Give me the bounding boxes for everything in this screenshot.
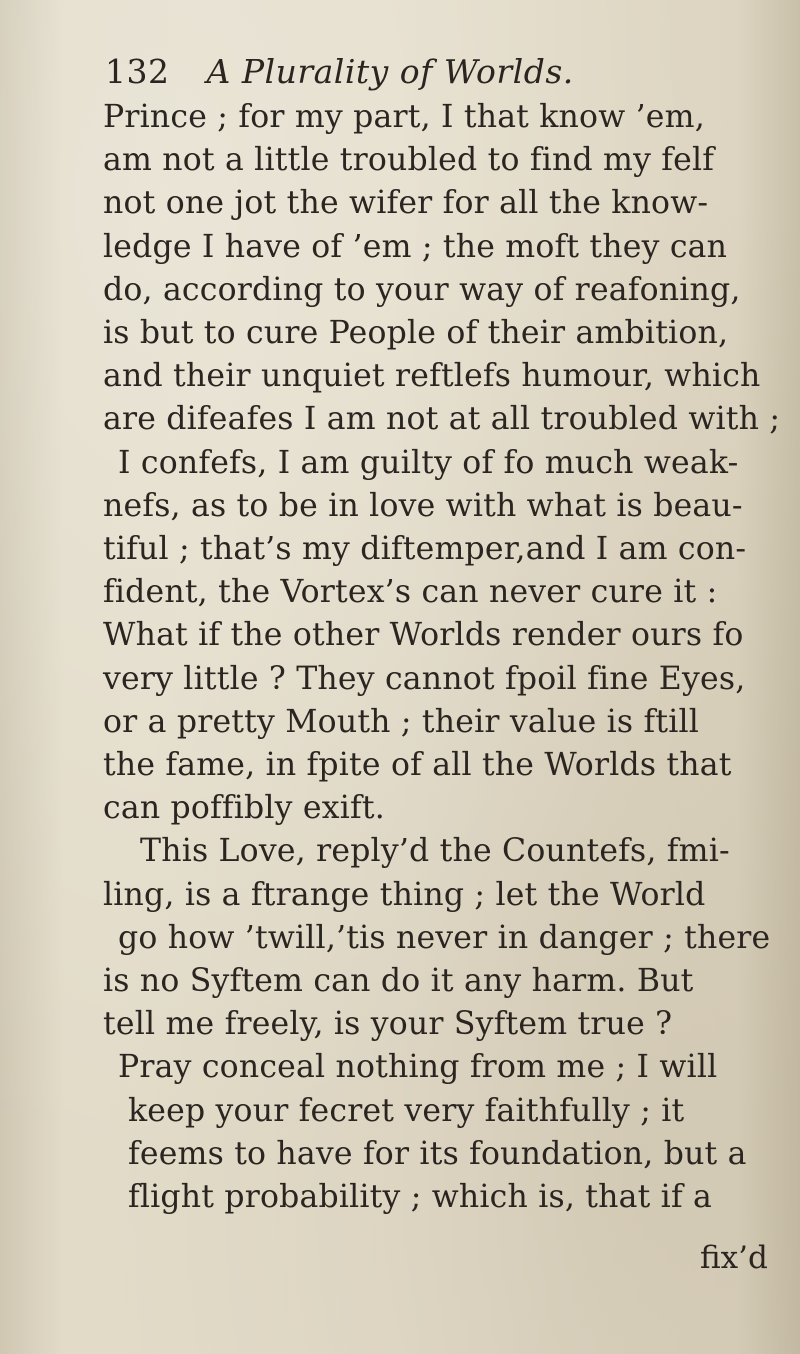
text-line: the fame, in fpite of all the Worlds that [103, 747, 732, 783]
text-line: tiful ; that’s my diftemper,and I am con- [103, 531, 747, 567]
text-line: Prince ; for my part, I that know ’em, [103, 99, 705, 135]
text-line: very little ? They cannot fpoil fine Eyes, [103, 661, 746, 697]
text-line: ledge I have of ’em ; the moft they can [103, 229, 728, 265]
page-number: 132 [105, 52, 170, 91]
text-line: not one jot the wifer for all the know- [103, 185, 709, 221]
text-line: can poffibly exift. [103, 790, 385, 826]
text-line: is no Syftem can do it any harm. But [103, 963, 694, 999]
text-line: tell me freely, is your Syftem true ? [103, 1006, 673, 1042]
catchword: fix’d [700, 1240, 768, 1276]
text-line: nefs, as to be in love with what is beau- [103, 488, 743, 524]
page-header-title: A Plurality of Worlds. [206, 52, 574, 91]
text-line: am not a little troubled to find my felf [103, 142, 715, 178]
text-line: or a pretty Mouth ; their value is ftill [103, 704, 700, 740]
text-line: ling, is a ftrange thing ; let the World [103, 877, 706, 913]
text-line: feems to have for its foundation, but a [128, 1136, 747, 1172]
text-line: keep your fecret very faithfully ; it [128, 1093, 685, 1129]
text-line: This Love, reply’d the Countefs, fmi- [140, 833, 730, 869]
text-line: Pray conceal nothing from me ; I will [118, 1049, 718, 1085]
text-line: are difeafes I am not at all troubled with ; [103, 401, 781, 437]
text-line: I confefs, I am guilty of fo much weak- [118, 445, 739, 481]
text-line: go how ’twill,’tis never in danger ; there [118, 920, 771, 956]
text-line: is but to cure People of their ambition, [103, 315, 729, 351]
text-line: and their unquiet reftlefs humour, which [103, 358, 761, 394]
text-line: fident, the Vortex’s can never cure it : [103, 574, 718, 610]
text-line: What if the other Worlds render ours fo [103, 617, 744, 653]
text-line: flight probability ; which is, that if a [128, 1179, 712, 1215]
running-head [105, 52, 574, 91]
text-line: do, according to your way of reafoning, [103, 272, 741, 308]
